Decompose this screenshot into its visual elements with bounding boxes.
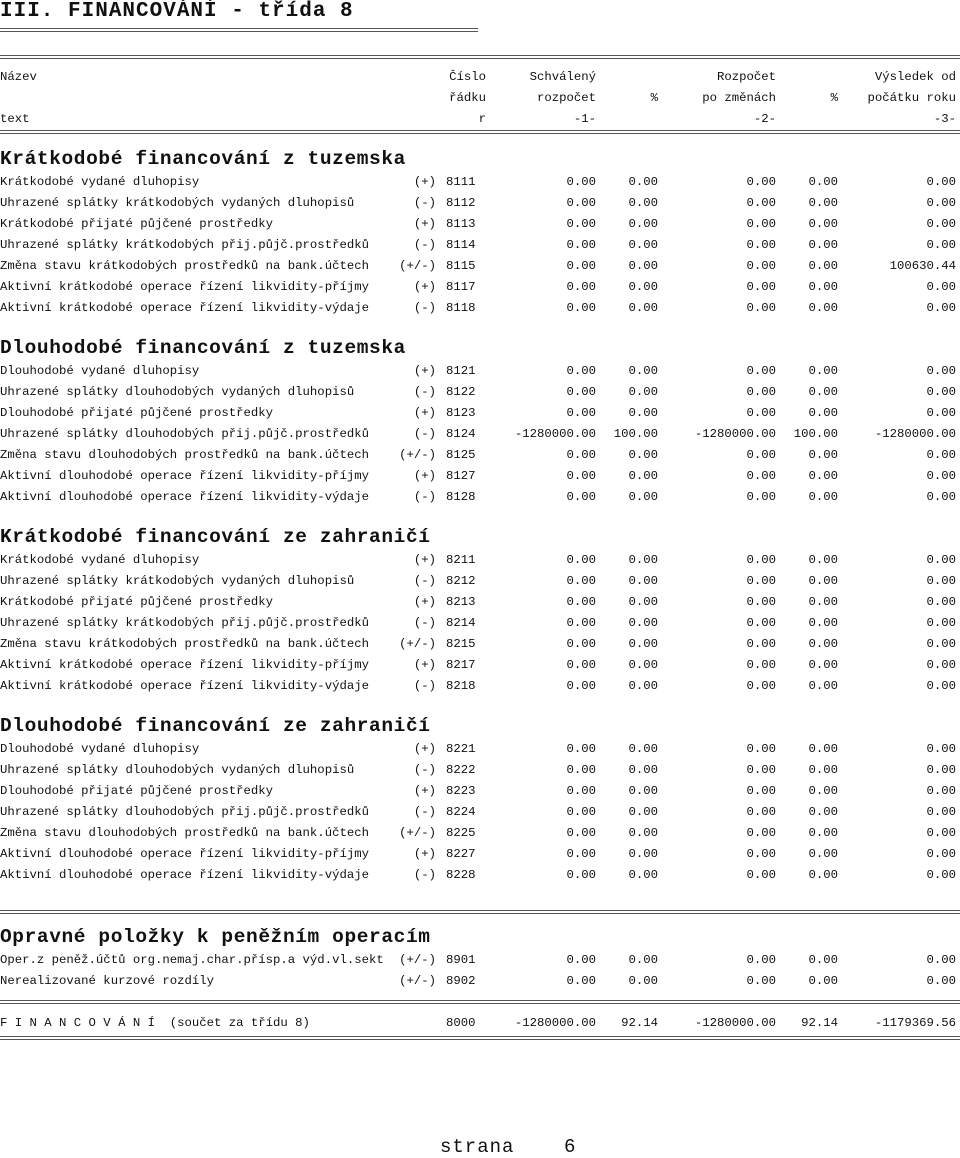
row-v1: 0.00 — [566, 637, 596, 651]
row-v1: 0.00 — [566, 280, 596, 294]
row-v1: 0.00 — [566, 805, 596, 819]
row-p2: 0.00 — [808, 847, 838, 861]
total-label: F I N A N C O V Á N Í (součet za třídu 8) — [0, 1016, 310, 1030]
row-v1: -1280000.00 — [514, 427, 596, 441]
row-v2: 0.00 — [746, 385, 776, 399]
row-p1: 0.00 — [628, 238, 658, 252]
row-v1: 0.00 — [566, 196, 596, 210]
row-sign: (+) — [413, 658, 436, 672]
row-p1: 0.00 — [628, 406, 658, 420]
row-v3: 0.00 — [926, 616, 956, 630]
row-v3: 0.00 — [926, 953, 956, 967]
row-v2: 0.00 — [746, 868, 776, 882]
row-v2: 0.00 — [746, 742, 776, 756]
row-name: Aktivní dlouhodobé operace řízení likvidity-příjmy — [0, 847, 369, 861]
row-code: 8111 — [446, 175, 476, 189]
row-sign: (-) — [413, 490, 436, 504]
row-code: 8224 — [446, 805, 476, 819]
row-v2: 0.00 — [746, 826, 776, 840]
row-p2: 100.00 — [793, 427, 838, 441]
row-name: Uhrazené splátky krátkodobých přij.půjč.prostředků — [0, 238, 369, 252]
row-code: 8123 — [446, 406, 476, 420]
row-code: 8213 — [446, 595, 476, 609]
row-v2: -1280000.00 — [694, 427, 776, 441]
row-code: 8212 — [446, 574, 476, 588]
row-p1: 0.00 — [628, 490, 658, 504]
row-code: 8225 — [446, 826, 476, 840]
total-top-rule — [0, 1000, 960, 1004]
row-sign: (+) — [413, 595, 436, 609]
row-code: 8124 — [446, 427, 476, 441]
row-v2: 0.00 — [746, 679, 776, 693]
header-cell: Výsledek od — [874, 70, 956, 84]
row-p1: 0.00 — [628, 826, 658, 840]
header-cell: % — [830, 91, 838, 105]
row-code: 8222 — [446, 763, 476, 777]
row-p2: 0.00 — [808, 490, 838, 504]
row-p1: 0.00 — [628, 364, 658, 378]
row-v1: 0.00 — [566, 448, 596, 462]
row-v1: 0.00 — [566, 847, 596, 861]
row-sign: (+/-) — [399, 259, 436, 273]
row-name: Změna stavu dlouhodobých prostředků na bank.účtech — [0, 448, 369, 462]
header-cell: Název — [0, 70, 37, 84]
row-v3: 100630.44 — [889, 259, 956, 273]
row-v3: -1280000.00 — [874, 427, 956, 441]
row-p1: 0.00 — [628, 784, 658, 798]
row-v1: 0.00 — [566, 742, 596, 756]
row-name: Krátkodobé vydané dluhopisy — [0, 175, 200, 189]
section-rule — [0, 910, 960, 914]
row-name: Aktivní dlouhodobé operace řízení likvidity-příjmy — [0, 469, 369, 483]
row-code: 8118 — [446, 301, 476, 315]
row-p2: 0.00 — [808, 406, 838, 420]
header-cell: Rozpočet — [716, 70, 776, 84]
row-sign: (-) — [413, 805, 436, 819]
row-name: Uhrazené splátky krátkodobých vydaných dluhopisů — [0, 196, 355, 210]
row-v2: 0.00 — [746, 953, 776, 967]
row-v3: 0.00 — [926, 974, 956, 988]
row-v1: 0.00 — [566, 868, 596, 882]
row-name: Uhrazené splátky dlouhodobých přij.půjč.prostředků — [0, 805, 369, 819]
header-cell: -2- — [753, 112, 776, 126]
row-code: 8214 — [446, 616, 476, 630]
section-heading: Krátkodobé financování z tuzemska — [0, 148, 406, 170]
total-bottom-rule — [0, 1036, 960, 1040]
row-sign: (-) — [413, 574, 436, 588]
row-code: 8221 — [446, 742, 476, 756]
row-v2: 0.00 — [746, 238, 776, 252]
row-p1: 0.00 — [628, 679, 658, 693]
header-cell: -1- — [573, 112, 596, 126]
row-p2: 0.00 — [808, 238, 838, 252]
row-sign: (+) — [413, 847, 436, 861]
row-p2: 0.00 — [808, 301, 838, 315]
row-code: 8112 — [446, 196, 476, 210]
row-v2: 0.00 — [746, 805, 776, 819]
row-v1: 0.00 — [566, 217, 596, 231]
row-p2: 0.00 — [808, 385, 838, 399]
row-p1: 0.00 — [628, 469, 658, 483]
row-p1: 0.00 — [628, 658, 658, 672]
section-heading: Opravné položky k peněžním operacím — [0, 926, 431, 948]
row-sign: (-) — [413, 616, 436, 630]
row-sign: (+) — [413, 217, 436, 231]
row-sign: (+) — [413, 280, 436, 294]
page-number: strana 6 — [440, 1136, 577, 1158]
row-name: Uhrazené splátky krátkodobých vydaných dluhopisů — [0, 574, 355, 588]
row-v3: 0.00 — [926, 742, 956, 756]
header-cell: r — [478, 112, 486, 126]
row-p2: 0.00 — [808, 637, 838, 651]
row-code: 8115 — [446, 259, 476, 273]
row-v1: 0.00 — [566, 259, 596, 273]
row-p2: 0.00 — [808, 259, 838, 273]
row-p1: 0.00 — [628, 974, 658, 988]
row-name: Uhrazené splátky dlouhodobých vydaných dluhopisů — [0, 763, 355, 777]
row-p2: 0.00 — [808, 175, 838, 189]
page-title: III. FINANCOVÁNÍ - třída 8 — [0, 0, 354, 23]
total-v3: -1179369.56 — [874, 1016, 956, 1030]
row-v1: 0.00 — [566, 238, 596, 252]
title-underline — [0, 28, 478, 32]
row-name: Nerealizované kurzové rozdíly — [0, 974, 215, 988]
row-v2: 0.00 — [746, 574, 776, 588]
row-v2: 0.00 — [746, 406, 776, 420]
row-sign: (+) — [413, 784, 436, 798]
row-name: Aktivní krátkodobé operace řízení likvidity-příjmy — [0, 280, 369, 294]
row-v1: 0.00 — [566, 301, 596, 315]
row-v2: 0.00 — [746, 763, 776, 777]
row-v1: 0.00 — [566, 974, 596, 988]
row-p2: 0.00 — [808, 974, 838, 988]
row-sign: (+) — [413, 406, 436, 420]
row-v1: 0.00 — [566, 826, 596, 840]
row-name: Uhrazené splátky dlouhodobých přij.půjč.prostředků — [0, 427, 369, 441]
total-p2: 92.14 — [801, 1016, 838, 1030]
row-v1: 0.00 — [566, 595, 596, 609]
row-code: 8127 — [446, 469, 476, 483]
row-name: Aktivní dlouhodobé operace řízení likvidity-výdaje — [0, 868, 369, 882]
row-sign: (-) — [413, 301, 436, 315]
row-sign: (-) — [413, 385, 436, 399]
row-v3: 0.00 — [926, 637, 956, 651]
row-v3: 0.00 — [926, 658, 956, 672]
row-p2: 0.00 — [808, 196, 838, 210]
row-v3: 0.00 — [926, 364, 956, 378]
row-p2: 0.00 — [808, 742, 838, 756]
row-v3: 0.00 — [926, 595, 956, 609]
header-cell: text — [0, 112, 30, 126]
row-p2: 0.00 — [808, 448, 838, 462]
row-v1: 0.00 — [566, 553, 596, 567]
row-sign: (+/-) — [399, 637, 436, 651]
row-p1: 0.00 — [628, 742, 658, 756]
row-sign: (+) — [413, 469, 436, 483]
row-name: Aktivní krátkodobé operace řízení likvidity-příjmy — [0, 658, 369, 672]
row-name: Dlouhodobé přijaté půjčené prostředky — [0, 406, 274, 420]
row-v1: 0.00 — [566, 679, 596, 693]
row-p2: 0.00 — [808, 658, 838, 672]
row-v2: 0.00 — [746, 847, 776, 861]
row-p1: 0.00 — [628, 574, 658, 588]
row-code: 8121 — [446, 364, 476, 378]
row-v3: 0.00 — [926, 385, 956, 399]
row-v2: 0.00 — [746, 448, 776, 462]
row-v3: 0.00 — [926, 679, 956, 693]
row-sign: (+) — [413, 742, 436, 756]
section-heading: Krátkodobé financování ze zahraničí — [0, 526, 431, 548]
header-cell: rozpočet — [536, 91, 596, 105]
row-p2: 0.00 — [808, 784, 838, 798]
row-v1: 0.00 — [566, 385, 596, 399]
row-code: 8215 — [446, 637, 476, 651]
row-code: 8901 — [446, 953, 476, 967]
row-v3: 0.00 — [926, 301, 956, 315]
row-v3: 0.00 — [926, 217, 956, 231]
row-code: 8217 — [446, 658, 476, 672]
row-p2: 0.00 — [808, 805, 838, 819]
row-v1: 0.00 — [566, 175, 596, 189]
row-v3: 0.00 — [926, 763, 956, 777]
row-v3: 0.00 — [926, 469, 956, 483]
row-p1: 0.00 — [628, 763, 658, 777]
row-p1: 0.00 — [628, 175, 658, 189]
row-name: Dlouhodobé vydané dluhopisy — [0, 364, 200, 378]
row-p2: 0.00 — [808, 826, 838, 840]
row-name: Krátkodobé přijaté půjčené prostředky — [0, 595, 274, 609]
row-v1: 0.00 — [566, 953, 596, 967]
row-v2: 0.00 — [746, 490, 776, 504]
row-p1: 0.00 — [628, 805, 658, 819]
header-cell: Schválený — [529, 70, 596, 84]
row-name: Dlouhodobé přijaté půjčené prostředky — [0, 784, 274, 798]
row-code: 8114 — [446, 238, 476, 252]
row-sign: (+) — [413, 175, 436, 189]
row-sign: (+/-) — [399, 953, 436, 967]
row-name: Aktivní krátkodobé operace řízení likvidity-výdaje — [0, 679, 369, 693]
row-name: Uhrazené splátky dlouhodobých vydaných dluhopisů — [0, 385, 355, 399]
header-bottom-rule — [0, 130, 960, 134]
row-p1: 0.00 — [628, 616, 658, 630]
row-sign: (+/-) — [399, 448, 436, 462]
row-sign: (-) — [413, 868, 436, 882]
header-cell: % — [650, 91, 658, 105]
row-name: Změna stavu krátkodobých prostředků na bank.účtech — [0, 259, 369, 273]
row-code: 8227 — [446, 847, 476, 861]
row-sign: (-) — [413, 238, 436, 252]
row-p2: 0.00 — [808, 364, 838, 378]
row-v1: 0.00 — [566, 469, 596, 483]
row-p2: 0.00 — [808, 217, 838, 231]
section-heading: Dlouhodobé financování z tuzemska — [0, 337, 406, 359]
row-sign: (+/-) — [399, 974, 436, 988]
row-name: Aktivní krátkodobé operace řízení likvidity-výdaje — [0, 301, 369, 315]
row-p1: 0.00 — [628, 553, 658, 567]
row-v3: 0.00 — [926, 847, 956, 861]
header-cell: řádku — [449, 91, 486, 105]
row-p2: 0.00 — [808, 616, 838, 630]
row-v3: 0.00 — [926, 826, 956, 840]
row-v1: 0.00 — [566, 616, 596, 630]
row-p1: 0.00 — [628, 280, 658, 294]
row-sign: (-) — [413, 679, 436, 693]
row-v2: 0.00 — [746, 259, 776, 273]
row-code: 8113 — [446, 217, 476, 231]
row-name: Změna stavu dlouhodobých prostředků na bank.účtech — [0, 826, 369, 840]
row-code: 8117 — [446, 280, 476, 294]
row-p1: 0.00 — [628, 868, 658, 882]
row-p2: 0.00 — [808, 763, 838, 777]
row-p1: 0.00 — [628, 847, 658, 861]
row-v3: 0.00 — [926, 490, 956, 504]
row-v2: 0.00 — [746, 469, 776, 483]
row-code: 8902 — [446, 974, 476, 988]
row-v3: 0.00 — [926, 805, 956, 819]
header-cell: Číslo — [449, 70, 486, 84]
row-code: 8128 — [446, 490, 476, 504]
header-cell: po změnách — [702, 91, 776, 105]
row-p1: 0.00 — [628, 196, 658, 210]
row-v1: 0.00 — [566, 574, 596, 588]
header-cell: počátku roku — [867, 91, 956, 105]
row-name: Změna stavu krátkodobých prostředků na bank.účtech — [0, 637, 369, 651]
row-code: 8211 — [446, 553, 476, 567]
row-v2: 0.00 — [746, 280, 776, 294]
row-p1: 0.00 — [628, 448, 658, 462]
total-p1: 92.14 — [621, 1016, 658, 1030]
row-v2: 0.00 — [746, 974, 776, 988]
row-v1: 0.00 — [566, 658, 596, 672]
row-p1: 0.00 — [628, 217, 658, 231]
row-v2: 0.00 — [746, 784, 776, 798]
row-v3: 0.00 — [926, 280, 956, 294]
row-v1: 0.00 — [566, 406, 596, 420]
row-p1: 0.00 — [628, 953, 658, 967]
header-top-rule — [0, 55, 960, 59]
row-code: 8218 — [446, 679, 476, 693]
row-v3: 0.00 — [926, 406, 956, 420]
row-v1: 0.00 — [566, 364, 596, 378]
row-v2: 0.00 — [746, 217, 776, 231]
row-v2: 0.00 — [746, 637, 776, 651]
row-p1: 0.00 — [628, 259, 658, 273]
row-p1: 0.00 — [628, 595, 658, 609]
row-name: Dlouhodobé vydané dluhopisy — [0, 742, 200, 756]
row-v3: 0.00 — [926, 574, 956, 588]
row-name: Oper.z peněž.účtů org.nemaj.char.přísp.a výd.vl.sekt — [0, 953, 384, 967]
row-name: Aktivní dlouhodobé operace řízení likvidity-výdaje — [0, 490, 369, 504]
row-p1: 0.00 — [628, 301, 658, 315]
row-v1: 0.00 — [566, 784, 596, 798]
row-sign: (+) — [413, 364, 436, 378]
row-v2: 0.00 — [746, 616, 776, 630]
row-p1: 0.00 — [628, 385, 658, 399]
row-v1: 0.00 — [566, 763, 596, 777]
row-sign: (-) — [413, 763, 436, 777]
row-sign: (-) — [413, 427, 436, 441]
row-v2: 0.00 — [746, 175, 776, 189]
row-v2: 0.00 — [746, 364, 776, 378]
row-p2: 0.00 — [808, 574, 838, 588]
row-sign: (+/-) — [399, 826, 436, 840]
row-v1: 0.00 — [566, 490, 596, 504]
row-p2: 0.00 — [808, 280, 838, 294]
row-code: 8228 — [446, 868, 476, 882]
row-v3: 0.00 — [926, 553, 956, 567]
row-p1: 0.00 — [628, 637, 658, 651]
row-v3: 0.00 — [926, 175, 956, 189]
row-v2: 0.00 — [746, 553, 776, 567]
row-v3: 0.00 — [926, 448, 956, 462]
row-v3: 0.00 — [926, 238, 956, 252]
row-v3: 0.00 — [926, 196, 956, 210]
row-p2: 0.00 — [808, 868, 838, 882]
row-v2: 0.00 — [746, 658, 776, 672]
total-v2: -1280000.00 — [694, 1016, 776, 1030]
row-name: Uhrazené splátky krátkodobých přij.půjč.prostředků — [0, 616, 369, 630]
row-v2: 0.00 — [746, 301, 776, 315]
row-name: Krátkodobé přijaté půjčené prostředky — [0, 217, 274, 231]
row-name: Krátkodobé vydané dluhopisy — [0, 553, 200, 567]
row-code: 8223 — [446, 784, 476, 798]
row-p2: 0.00 — [808, 953, 838, 967]
row-p2: 0.00 — [808, 469, 838, 483]
section-heading: Dlouhodobé financování ze zahraničí — [0, 715, 431, 737]
total-v1: -1280000.00 — [514, 1016, 596, 1030]
row-v2: 0.00 — [746, 196, 776, 210]
header-cell: -3- — [933, 112, 956, 126]
row-v2: 0.00 — [746, 595, 776, 609]
row-sign: (-) — [413, 196, 436, 210]
row-p2: 0.00 — [808, 553, 838, 567]
row-v3: 0.00 — [926, 868, 956, 882]
row-sign: (+) — [413, 553, 436, 567]
row-p2: 0.00 — [808, 595, 838, 609]
row-v3: 0.00 — [926, 784, 956, 798]
row-p1: 100.00 — [613, 427, 658, 441]
row-code: 8125 — [446, 448, 476, 462]
row-code: 8122 — [446, 385, 476, 399]
total-code: 8000 — [446, 1016, 476, 1030]
row-p2: 0.00 — [808, 679, 838, 693]
